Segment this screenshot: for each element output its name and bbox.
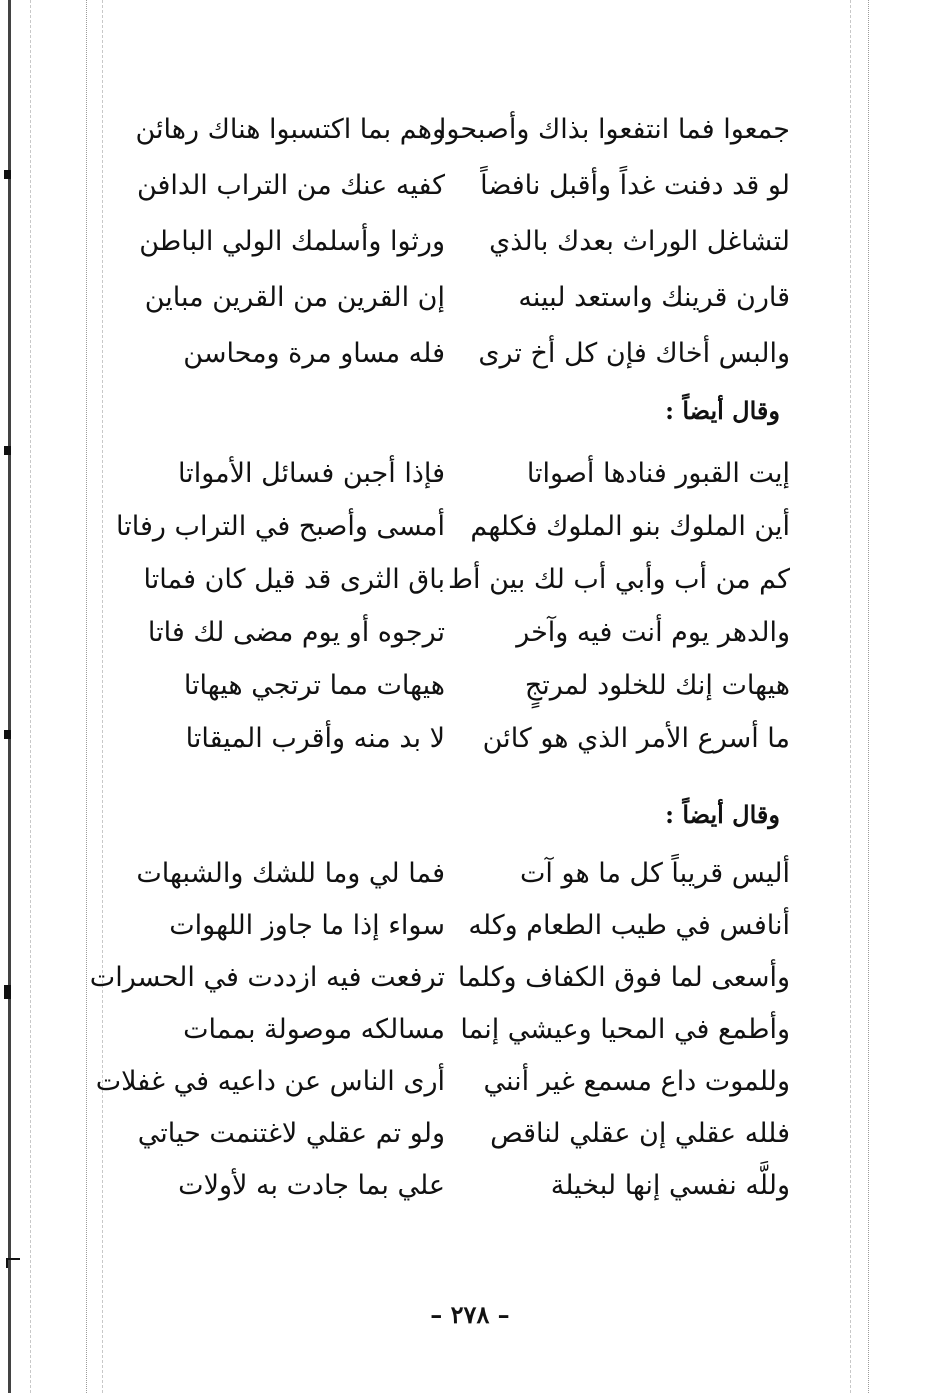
section-heading: وقال أيضاً : <box>665 800 780 829</box>
verse <box>95 1060 790 1112</box>
verse-second-hemistich: أمسى وأصبح في التراب رفاتا <box>116 511 445 542</box>
fold-line <box>850 0 851 1393</box>
verse <box>110 1164 790 1216</box>
section-heading: وقال أيضاً : <box>665 396 780 425</box>
verse <box>110 852 790 904</box>
verse-second-hemistich: وهم بما اكتسبوا هناك رهائن <box>135 114 445 145</box>
page-number: – ٢٧٨ – <box>430 1300 510 1329</box>
verse-second-hemistich: إن القرين من القرين مباين <box>144 282 445 313</box>
verse-second-hemistich: فما لي وما للشك والشبهات <box>136 858 445 889</box>
verse-first-hemistich: فلله عقلي إن عقلي لناقص <box>490 1118 790 1149</box>
scan-mark <box>4 985 11 999</box>
scan-mark <box>6 1258 20 1268</box>
verse <box>110 1008 790 1060</box>
verse <box>110 276 790 328</box>
verse-first-hemistich: لتشاغل الوراث بعدك بالذي <box>489 226 790 257</box>
verse-first-hemistich: إيت القبور فنادها أصواتا <box>526 458 790 489</box>
verse <box>110 452 790 504</box>
fold-line <box>102 0 103 1393</box>
verse <box>110 164 790 216</box>
verse-first-hemistich: والبس أخاك فإن كل أخ ترى <box>478 338 790 369</box>
scan-mark <box>4 170 11 179</box>
fold-line <box>86 0 87 1393</box>
verse <box>110 1112 790 1164</box>
verse-first-hemistich: وللَّه نفسي إنها لبخيلة <box>550 1170 790 1201</box>
verse-first-hemistich: أنافس في طيب الطعام وكله <box>468 910 790 941</box>
verse-second-hemistich: فله مساو مرة ومحاسن <box>183 338 445 369</box>
verse <box>89 956 790 1008</box>
verse-second-hemistich: علي بما جادت به لأولات <box>178 1170 445 1201</box>
verse-second-hemistich: فإذا أجبن فسائل الأمواتا <box>177 458 445 489</box>
verse-first-hemistich: والدهر يوم أنت فيه وآخر <box>516 617 790 648</box>
scan-mark <box>4 446 11 455</box>
verse-second-hemistich: سواء إذا ما جاوز اللهوات <box>169 910 445 941</box>
verse-first-hemistich: ما أسرع الأمر الذي هو كائن <box>482 723 790 754</box>
verse <box>110 611 790 663</box>
verse-first-hemistich: أليس قريباً كل ما هو آت <box>520 858 790 889</box>
verse <box>110 558 790 610</box>
verse-second-hemistich: ولو تم عقلي لاغتنمت حياتي <box>137 1118 445 1149</box>
verse <box>110 220 790 272</box>
verse-first-hemistich: كم من أب وأبي أب لك بين أط <box>448 564 790 595</box>
verse-first-hemistich: هيهات إنك للخلود لمرتجٍ <box>524 670 790 701</box>
scan-left-edge <box>8 0 11 1393</box>
verse-second-hemistich: كفيه عنك من التراب الدافن <box>136 170 445 201</box>
verse-first-hemistich: وأطمع في المحيا وعيشي إنما <box>460 1014 790 1045</box>
verse-second-hemistich: لا بد منه وأقرب الميقاتا <box>185 723 445 754</box>
verse <box>110 332 790 384</box>
verse <box>110 717 790 769</box>
verse <box>110 904 790 956</box>
verse-first-hemistich: أين الملوك بنو الملوك فكلهم <box>470 511 790 542</box>
verse <box>110 505 790 557</box>
verse-first-hemistich: وأسعى لما فوق الكفاف وكلما <box>457 962 790 993</box>
verse-first-hemistich: جمعوا فما انتفعوا بذاك وأصبحوا <box>438 114 790 145</box>
verse-second-hemistich: مسالكه موصولة بممات <box>183 1014 445 1045</box>
verse-second-hemistich: باق الثرى قد قيل كان فماتا <box>143 564 445 595</box>
scan-mark <box>4 730 11 739</box>
verse-first-hemistich: لو قد دفنت غداً وأقبل نافضاً <box>480 170 790 201</box>
verse-second-hemistich: هيهات مما ترتجي هيهاتا <box>183 670 445 701</box>
verse-first-hemistich: وللموت داع مسمع غير أنني <box>483 1066 790 1097</box>
verse-second-hemistich: ورثوا وأسلمك الولي الباطن <box>139 226 445 257</box>
verse-second-hemistich: ترفعت فيه ازددت في الحسرات <box>89 962 445 993</box>
verse <box>110 664 790 716</box>
fold-line <box>868 0 869 1393</box>
verse-second-hemistich: ترجوه أو يوم مضى لك فاتا <box>147 617 445 648</box>
fold-line <box>30 0 31 1393</box>
verse-first-hemistich: قارن قرينك واستعد لبينه <box>518 282 790 313</box>
verse-second-hemistich: أرى الناس عن داعيه في غفلات <box>95 1066 445 1097</box>
verse <box>110 108 790 160</box>
